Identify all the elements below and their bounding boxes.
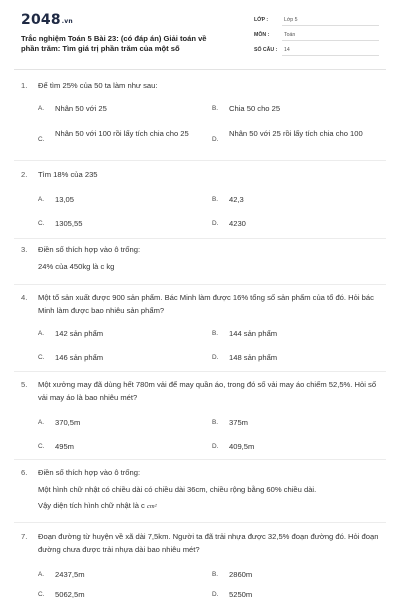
question-divider	[14, 238, 386, 239]
site-logo[interactable]	[21, 12, 73, 28]
option-text: 5062,5m	[55, 590, 85, 599]
question-text: Điền số thích hợp vào ô trống:	[38, 245, 141, 254]
meta-count	[254, 47, 379, 53]
option-letter: C.	[38, 591, 45, 598]
option-text: 42,3	[229, 195, 244, 204]
question-text: Một tổ sản xuất được 900 sản phẩm. Bác Minh làm được 16% tổng số sản phẩm của tổ đó. Hỏi bác Minh làm được bao nhiêu sản phẩm?	[38, 293, 374, 315]
logo-text: 2048	[21, 12, 61, 28]
question-number: 6.	[21, 468, 28, 477]
option-text: 2860m	[229, 570, 253, 579]
question-number: 7.	[21, 532, 28, 541]
meta-subject	[254, 32, 379, 38]
option-text: 409,5m	[229, 442, 255, 451]
question-number: 3.	[21, 245, 28, 254]
meta-class-label: LỚP :	[254, 17, 269, 23]
option-letter: D.	[212, 220, 219, 227]
option-letter: B.	[212, 330, 219, 337]
meta-count-value: 14	[284, 47, 290, 53]
header-divider	[14, 69, 386, 70]
option-letter: B.	[212, 419, 219, 426]
option-text: 5250m	[229, 590, 253, 599]
option-letter: B.	[212, 571, 219, 578]
option-letter: A.	[38, 571, 45, 578]
question-text: Điền số thích hợp vào ô trống:	[38, 468, 141, 477]
unit-label: cm²	[146, 503, 157, 510]
option-text: 2437,5m	[55, 570, 85, 579]
meta-subject-label: MÔN :	[254, 32, 270, 38]
question-divider	[14, 522, 386, 523]
option-letter: D.	[212, 354, 219, 361]
fill-in-prompt: Một hình chữ nhật có chiều dài có chiều dài 36cm, chiều rộng bằng 60% chiều dài.	[38, 485, 317, 494]
question-divider	[14, 371, 386, 372]
option-text: Nhân 50 với 100 rồi lấy tích chia cho 25	[55, 129, 189, 138]
meta-class-value: Lớp 5	[284, 17, 298, 23]
option-letter: D.	[212, 591, 219, 598]
option-letter: B.	[212, 196, 219, 203]
option-letter: D.	[212, 443, 219, 450]
question-number: 2.	[21, 170, 28, 179]
logo-suffix: .vn	[61, 18, 73, 25]
option-text: 495m	[55, 442, 74, 451]
option-letter: C.	[38, 136, 45, 143]
question-text: Một xưởng may đã dùng hết 780m vải để may quần áo, trong đó số vải may áo chiếm 52,5%. Hỏi số vải may áo là bao nhiêu mét?	[38, 380, 377, 402]
option-text: 375m	[229, 418, 248, 427]
question-divider	[14, 160, 386, 161]
option-letter: C.	[38, 220, 45, 227]
option-text: Chia 50 cho 25	[229, 104, 281, 113]
question-number: 1.	[21, 81, 28, 90]
question-text: Tìm 18% của 235	[38, 170, 98, 179]
option-letter: A.	[38, 196, 45, 203]
question-text: Đoạn đường từ huyện về xã dài 7,5km. Người ta đã trải nhựa được 32,5% đoạn đường đó. Hỏi đoạn đường chưa được trải nhựa dài bao nhiêu mét?	[38, 532, 379, 554]
question-number: 5.	[21, 380, 28, 389]
fill-in-text: Vậy diện tích hình chữ nhật là c	[38, 501, 145, 510]
option-text: 13,05	[55, 195, 75, 204]
option-letter: D.	[212, 136, 219, 143]
option-text: 370,5m	[55, 418, 81, 427]
option-text: 4230	[229, 219, 246, 228]
option-text: Nhân 50 với 25 rồi lấy tích chia cho 100	[229, 129, 363, 138]
option-text: 1305,55	[55, 219, 83, 228]
question-text: Để tìm 25% của 50 ta làm như sau:	[38, 81, 158, 90]
option-letter: A.	[38, 419, 45, 426]
option-text: 148 sản phẩm	[229, 353, 278, 362]
option-letter: A.	[38, 330, 45, 337]
question-divider	[14, 284, 386, 285]
option-text: 146 sản phẩm	[55, 353, 104, 362]
fill-in-answer[interactable]	[38, 500, 157, 514]
page-title: Trắc nghiệm Toán 5 Bài 23: (có đáp án) Giải toán về phần trăm: Tìm giá trị phần trăm của một số	[21, 34, 207, 53]
option-text: 142 sản phẩm	[55, 329, 104, 338]
option-letter: C.	[38, 354, 45, 361]
question-divider	[14, 459, 386, 460]
meta-class	[254, 17, 379, 23]
option-text: Nhân 50 với 25	[55, 104, 107, 113]
meta-subject-value: Toán	[284, 32, 296, 38]
option-letter: A.	[38, 105, 45, 112]
question-number: 4.	[21, 293, 28, 302]
option-letter: C.	[38, 443, 45, 450]
meta-count-label: SỐ CÂU :	[254, 47, 278, 53]
option-text: 144 sản phẩm	[229, 329, 278, 338]
fill-in-answer[interactable]: 24% của 450kg là c kg	[38, 262, 115, 271]
option-letter: B.	[212, 105, 219, 112]
